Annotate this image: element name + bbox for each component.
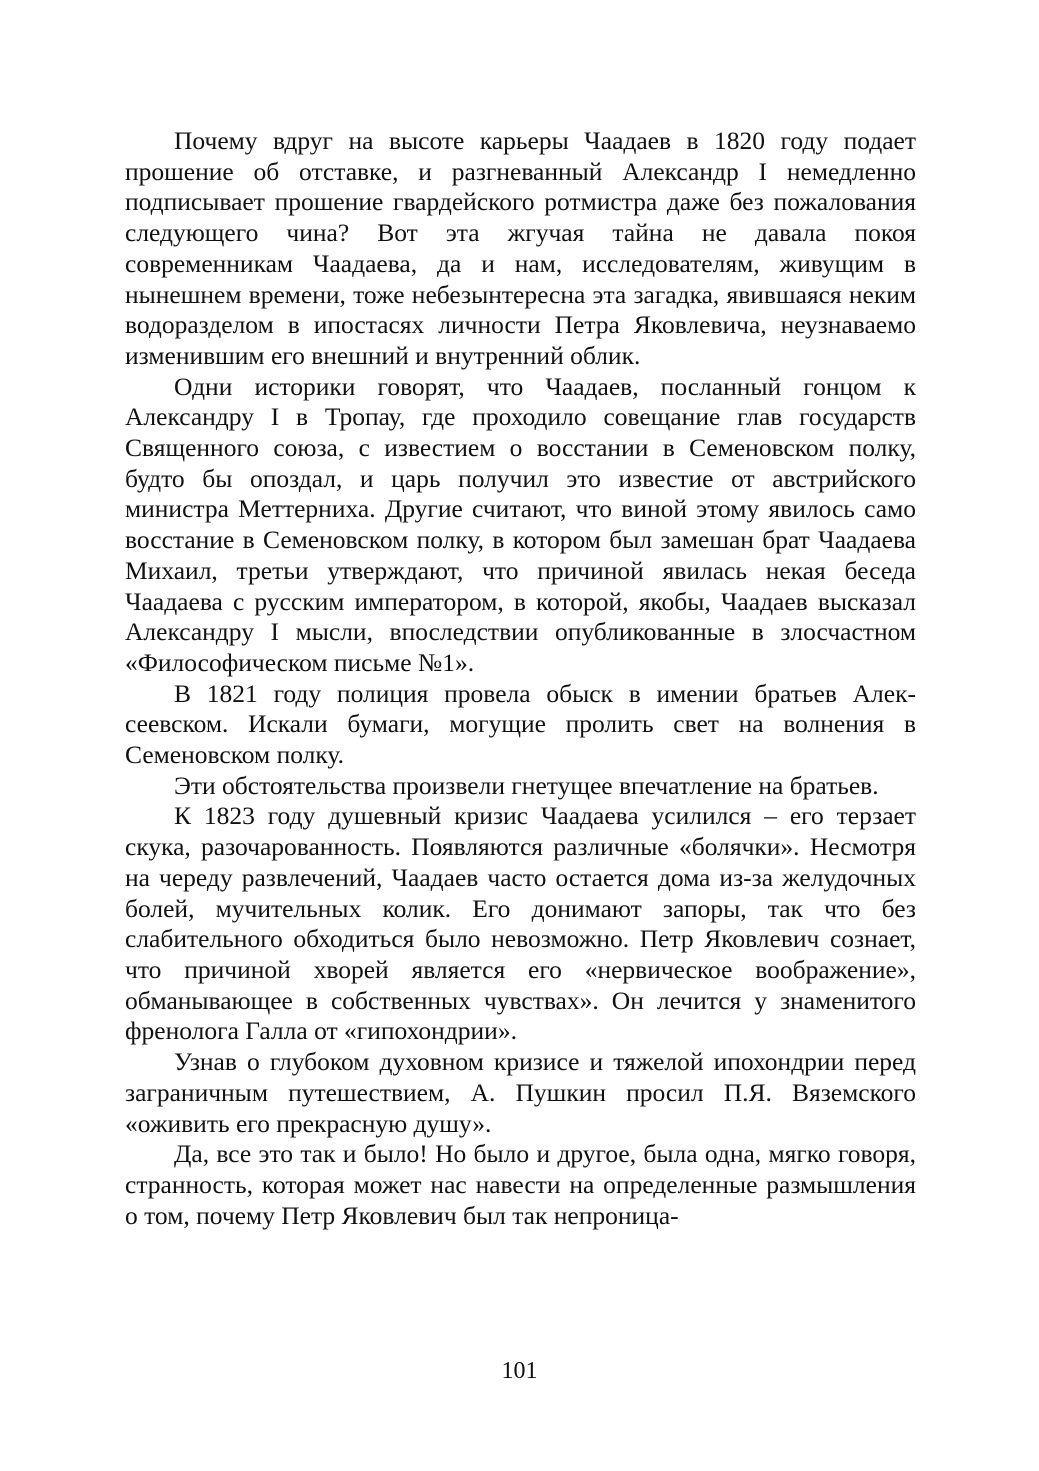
paragraph-4: Эти обстоятельства произвели гнетущее впечатление на братьев. xyxy=(174,770,879,800)
paragraph-5: К 1823 году душевный кризис Чаадаева усилился – его терзает скука, разочарованность. Появляются различные «болячки». Несмотря на череду развлечений, Чаадаев часто остается дома из-за желудочных болей, мучительных колик. Его донимают запоры, так что без слабительного обходиться было невозможно. Петр Яковлевич сознает, что причиной хворей является его «нервическое воображение», обманывающее в собственных чувствах». Он лечится у знаменитого френолога Галла от «гипохондрии». xyxy=(125,801,916,1046)
paragraph-2: Одни историки говорят, что Чаадаев, посланный гонцом к Александру I в Тропау, где проходило совещание глав государств Священного союза, с известием о восстании в Семеновском полку, будто бы опоздал, и царь получил это известие от австрийского министра Меттерниха. Другие считают, что виной этому явилось само восстание в Семеновском полку, в котором был замешан брат Чаадаева Михаил, третьи утверждают, что причиной явилась некая беседа Чаадаева с русским императором, в которой, якобы, Чаадаев высказал Александру I мысли, впоследствии опубликованные в злосчастном «Философическом письме №1». xyxy=(125,371,916,677)
paragraph-3: В 1821 году полиция провела обыск в имении братьев Алексеевском. Искали бумаги, могущие пролить свет на волнения в Семеновском полку. xyxy=(125,678,916,770)
paragraph-7: Да, все это так и было! Но было и другое, была одна, мягко говоря, странность, которая может нас навести на определенные размышления о том, почему Петр Яковлевич был так непроница- xyxy=(125,1139,916,1230)
paragraph-6: Узнав о глубоком духовном кризисе и тяжелой ипохондрии перед заграничным путешествием, А. Пушкин просил П.Я. Вяземского «оживить его прекрасную душу». xyxy=(125,1047,916,1138)
page-number: 101 xyxy=(501,1358,538,1384)
paragraph-1: Почему вдруг на высоте карьеры Чаадаев в 1820 году подает прошение об отставке, и разгневанный Александр I немедленно подписывает прошение гвардейского ротмистра даже без пожалования следующего чина? Вот эта жгучая тайна не давала покоя современникам Чаадаева, да и нам, исследователям, живущим в нынешнем времени, тоже небезынтересна эта загадка, явившаяся неким водоразделом в ипостасях личности Петра Яковлевича, неузнаваемо изменившим его внешний и внутренний облик. xyxy=(125,126,916,370)
body-text xyxy=(125,126,916,1231)
